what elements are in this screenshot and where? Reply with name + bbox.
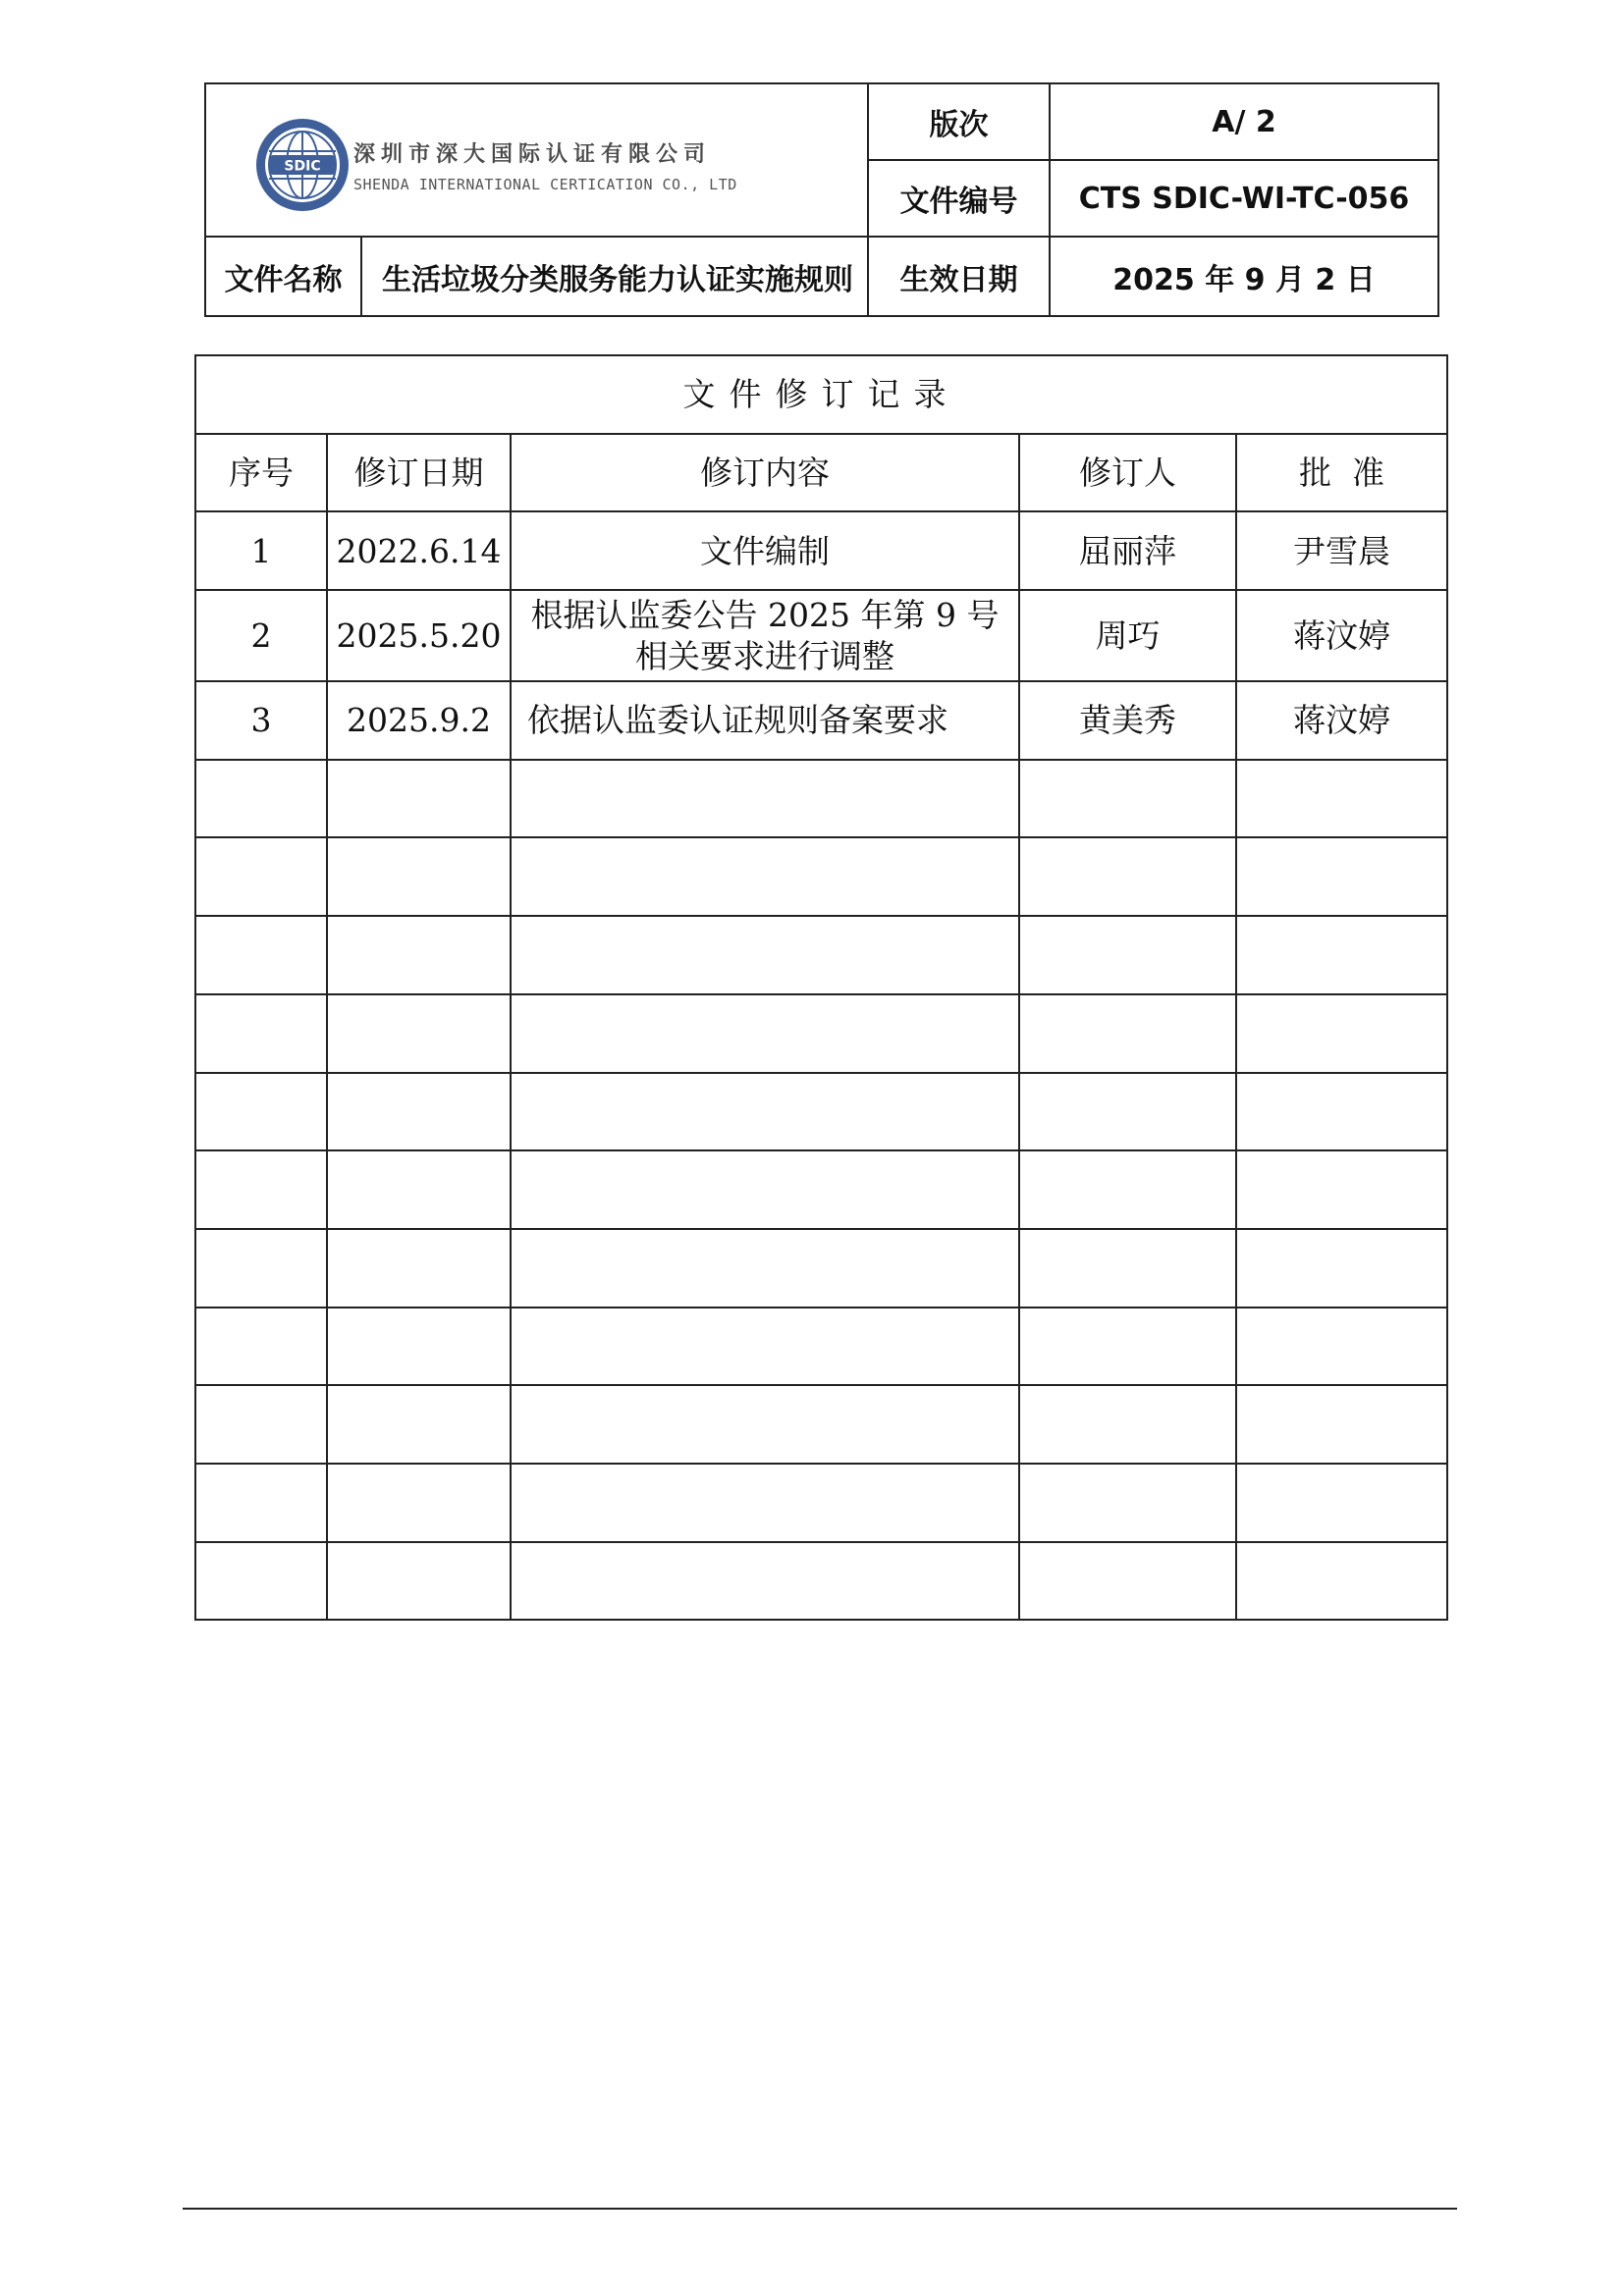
revision-cell-approver xyxy=(1236,1229,1447,1308)
revision-cell-date xyxy=(327,1385,511,1464)
revision-cell-content xyxy=(511,1073,1019,1151)
revision-cell-date xyxy=(327,994,511,1073)
revision-cell-reviser xyxy=(1019,760,1236,838)
revision-cell-content xyxy=(511,1464,1019,1542)
revision-cell-date xyxy=(327,1464,511,1542)
revision-cell-date xyxy=(327,916,511,994)
revision-cell-reviser xyxy=(1019,837,1236,916)
effective-date-value: 2025 年 9 月 2 日 xyxy=(1050,237,1438,316)
table-row xyxy=(195,916,1447,994)
revision-cell-reviser xyxy=(1019,1229,1236,1308)
revision-cell-date xyxy=(327,1073,511,1151)
revision-cell-seq xyxy=(195,1308,327,1386)
company-logo-cell xyxy=(205,83,868,237)
revision-cell-reviser xyxy=(1019,1150,1236,1229)
table-row xyxy=(195,1073,1447,1151)
column-header-reviser: 修订人 xyxy=(1019,434,1236,512)
revision-cell-date xyxy=(327,1542,511,1621)
revision-cell-content xyxy=(511,760,1019,838)
revision-cell-seq xyxy=(195,1150,327,1229)
revision-cell-content xyxy=(511,916,1019,994)
revision-cell-content xyxy=(511,1542,1019,1621)
revision-cell-content: 文件编制 xyxy=(511,511,1019,590)
revision-cell-content xyxy=(511,994,1019,1073)
revision-cell-date xyxy=(327,1150,511,1229)
table-row xyxy=(195,1150,1447,1229)
column-header-content: 修订内容 xyxy=(511,434,1019,512)
revision-cell-date: 2025.9.2 xyxy=(327,681,511,760)
revision-cell-seq: 2 xyxy=(195,590,327,681)
revision-cell-seq xyxy=(195,1464,327,1542)
revision-cell-reviser xyxy=(1019,1073,1236,1151)
revision-record-table xyxy=(194,354,1448,1621)
revision-cell-approver: 蒋汶婷 xyxy=(1236,681,1447,760)
revision-cell-reviser: 屈丽萍 xyxy=(1019,511,1236,590)
revision-cell-content: 根据认监委公告 2025 年第 9 号相关要求进行调整 xyxy=(511,590,1019,681)
table-row xyxy=(195,511,1447,590)
table-row xyxy=(195,1385,1447,1464)
revision-header-row xyxy=(195,434,1447,512)
revision-cell-seq: 3 xyxy=(195,681,327,760)
table-row xyxy=(195,760,1447,838)
revision-cell-content xyxy=(511,1150,1019,1229)
revision-cell-approver xyxy=(1236,1308,1447,1386)
revision-cell-approver xyxy=(1236,1385,1447,1464)
column-header-approver: 批 准 xyxy=(1236,434,1447,512)
revision-cell-reviser: 周巧 xyxy=(1019,590,1236,681)
revision-cell-content xyxy=(511,1385,1019,1464)
revision-cell-approver xyxy=(1236,1542,1447,1621)
revision-cell-approver xyxy=(1236,760,1447,838)
table-row xyxy=(195,994,1447,1073)
revision-cell-approver xyxy=(1236,1150,1447,1229)
logo-text: SDIC xyxy=(284,158,321,175)
document-number-label: 文件编号 xyxy=(868,160,1050,237)
revision-cell-seq xyxy=(195,760,327,838)
revision-cell-date xyxy=(327,760,511,838)
revision-cell-approver: 蒋汶婷 xyxy=(1236,590,1447,681)
version-value: A/ 2 xyxy=(1050,83,1438,160)
revision-cell-seq xyxy=(195,994,327,1073)
table-row xyxy=(195,1542,1447,1621)
revision-cell-date: 2022.6.14 xyxy=(327,511,511,590)
revision-cell-approver xyxy=(1236,1073,1447,1151)
revision-cell-seq xyxy=(195,1229,327,1308)
revision-record-title: 文件修订记录 xyxy=(195,355,1447,434)
revision-cell-approver xyxy=(1236,994,1447,1073)
revision-cell-reviser: 黄美秀 xyxy=(1019,681,1236,760)
document-number-value: CTS SDIC-WI-TC-056 xyxy=(1050,160,1438,237)
revision-cell-reviser xyxy=(1019,1464,1236,1542)
revision-cell-approver: 尹雪晨 xyxy=(1236,511,1447,590)
revision-cell-date xyxy=(327,837,511,916)
table-row xyxy=(195,837,1447,916)
revision-cell-seq xyxy=(195,1385,327,1464)
revision-cell-seq xyxy=(195,1073,327,1151)
revision-cell-reviser xyxy=(1019,1308,1236,1386)
revision-cell-date xyxy=(327,1229,511,1308)
revision-cell-seq xyxy=(195,1542,327,1621)
effective-date-label: 生效日期 xyxy=(868,237,1050,316)
company-name-chinese: 深圳市深大国际认证有限公司 xyxy=(353,141,712,167)
column-header-date: 修订日期 xyxy=(327,434,511,512)
revision-cell-content xyxy=(511,837,1019,916)
revision-cell-seq xyxy=(195,916,327,994)
column-header-seq: 序号 xyxy=(195,434,327,512)
revision-cell-reviser xyxy=(1019,1542,1236,1621)
revision-cell-date: 2025.5.20 xyxy=(327,590,511,681)
revision-cell-content xyxy=(511,1229,1019,1308)
revision-cell-content xyxy=(511,1308,1019,1386)
sdic-globe-icon xyxy=(253,116,352,214)
company-logo xyxy=(253,116,737,214)
revision-cell-approver xyxy=(1236,837,1447,916)
footer-divider xyxy=(183,2208,1457,2210)
table-row xyxy=(195,1229,1447,1308)
revision-cell-approver xyxy=(1236,916,1447,994)
table-row xyxy=(195,1464,1447,1542)
revision-cell-reviser xyxy=(1019,916,1236,994)
document-header-table xyxy=(204,82,1439,317)
document-name-value: 生活垃圾分类服务能力认证实施规则 xyxy=(361,237,868,316)
table-row xyxy=(195,1308,1447,1386)
revision-cell-seq xyxy=(195,837,327,916)
table-row xyxy=(195,590,1447,681)
document-name-label: 文件名称 xyxy=(205,237,361,316)
version-label: 版次 xyxy=(868,83,1050,160)
table-row xyxy=(195,681,1447,760)
revision-cell-reviser xyxy=(1019,1385,1236,1464)
revision-cell-seq: 1 xyxy=(195,511,327,590)
revision-cell-reviser xyxy=(1019,994,1236,1073)
revision-cell-date xyxy=(327,1308,511,1386)
revision-cell-content: 依据认监委认证规则备案要求 xyxy=(511,681,1019,760)
company-name-english: SHENDA INTERNATIONAL CERTICATION CO., LTD xyxy=(353,175,737,193)
revision-cell-approver xyxy=(1236,1464,1447,1542)
